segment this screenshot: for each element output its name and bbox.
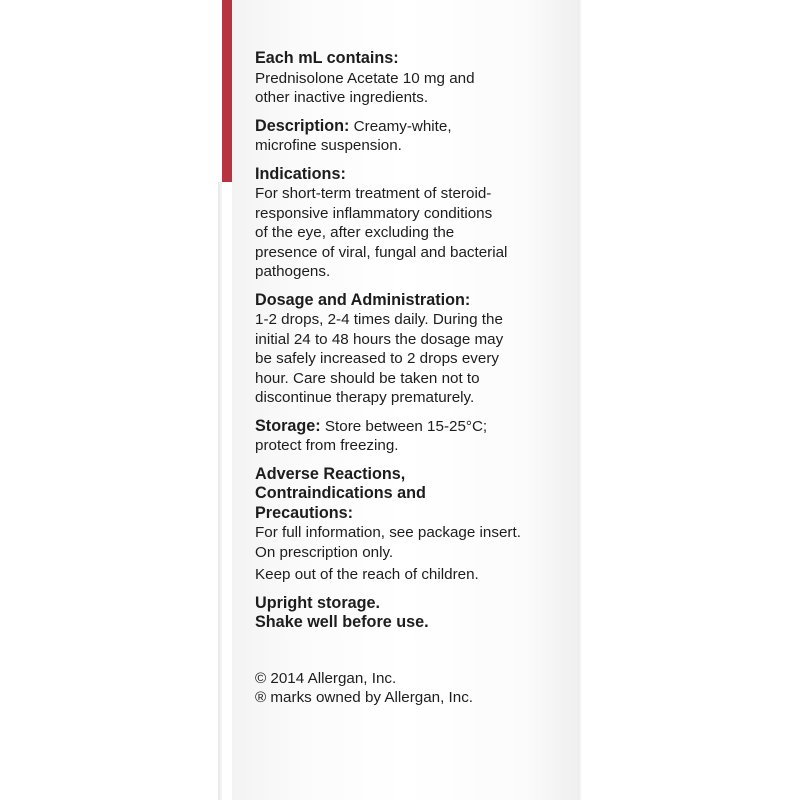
- indications-section: [255, 165, 575, 282]
- box-red-edge: [222, 0, 232, 182]
- adverse-line: For full information, see package insert.: [255, 524, 521, 541]
- adverse-heading: Precautions:: [255, 503, 354, 522]
- adverse-section: [255, 465, 575, 563]
- description-text: Creamy-white,: [349, 117, 452, 135]
- trademark-line: ® marks owned by Allergan, Inc.: [255, 689, 474, 706]
- dosage-heading: Dosage and Administration:: [255, 290, 471, 309]
- storage-text: Store between 15-25°C;: [320, 417, 488, 435]
- indications-line: responsive inflammatory conditions: [255, 204, 493, 222]
- storage-heading: Storage:: [255, 416, 321, 435]
- dosage-line: initial 24 to 48 hours the dosage may: [255, 330, 504, 348]
- storage-line: protect from freezing.: [255, 437, 399, 454]
- contents-heading: Each mL contains:: [255, 49, 399, 67]
- dosage-line: hour. Care should be taken not to: [255, 369, 480, 387]
- contents-section: [255, 49, 575, 108]
- copyright-line: © 2014 Allergan, Inc.: [255, 669, 397, 687]
- label-text: [255, 49, 575, 708]
- indications-line: of the eye, after excluding the: [255, 224, 455, 241]
- contents-line: Prednisolone Acetate 10 mg and: [255, 69, 475, 87]
- indications-line: For short-term treatment of steroid-: [255, 185, 492, 202]
- description-line: [255, 117, 575, 137]
- box-side-shadow: [218, 182, 222, 800]
- storage-line: [255, 417, 575, 437]
- adverse-heading: Contraindications and: [255, 484, 426, 502]
- upright-line: Upright storage.: [255, 593, 381, 612]
- description-heading: Description:: [255, 116, 350, 135]
- dosage-line: be safely increased to 2 drops every: [255, 350, 499, 367]
- storage-section: [255, 417, 575, 456]
- dosage-section: [255, 291, 575, 408]
- indications-line: presence of viral, fungal and bacterial: [255, 243, 508, 261]
- box-right-edge: [578, 0, 582, 800]
- description-section: [255, 117, 575, 156]
- dosage-line: 1-2 drops, 2-4 times daily. During the: [255, 311, 503, 328]
- description-line: microfine suspension.: [255, 137, 402, 154]
- children-section: [255, 565, 575, 585]
- contents-line: other inactive ingredients.: [255, 89, 429, 106]
- adverse-line: On prescription only.: [255, 543, 394, 561]
- copyright-section: [255, 669, 575, 708]
- upright-section: [255, 594, 575, 633]
- indications-heading: Indications:: [255, 164, 346, 183]
- adverse-heading: Adverse Reactions,: [255, 464, 406, 483]
- indications-line: pathogens.: [255, 263, 331, 280]
- dosage-line: discontinue therapy prematurely.: [255, 389, 475, 406]
- children-warning: Keep out of the reach of children.: [255, 566, 479, 583]
- shake-line: Shake well before use.: [255, 613, 429, 631]
